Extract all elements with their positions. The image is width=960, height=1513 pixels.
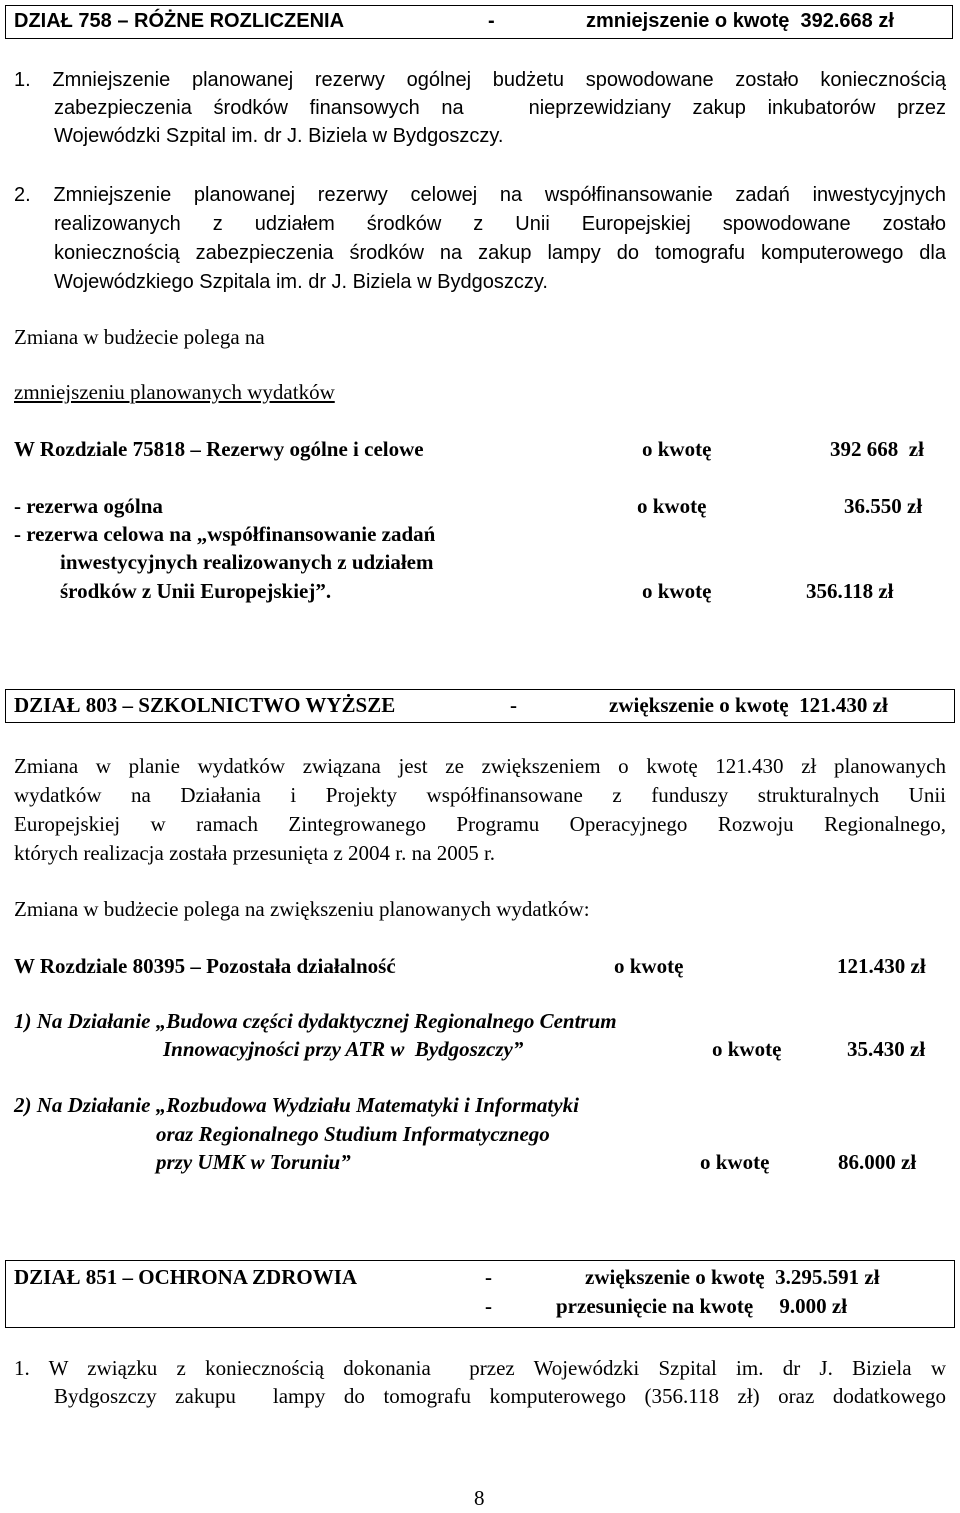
section-803-change-intro: Zmiana w budżecie polega na zwiększeniu planowanych wydatków:: [14, 897, 590, 921]
section-851-dash-1: -: [485, 1265, 492, 1289]
section-758-dash: -: [488, 10, 495, 32]
section-758-rozdzial-label: W Rozdziale 75818 – Rezerwy ogólne i celowe: [14, 437, 424, 461]
text-line: Bydgoszczy zakupu lampy do tomografu komputerowego (356.118 zł) oraz dodatkowego: [54, 1384, 946, 1408]
section-758-change-type: zmniejszeniu planowanych wydatków: [14, 380, 335, 404]
section-758-item-1-okwote: o kwotę: [637, 494, 707, 518]
section-803-action-2-amount: 86.000 zł: [838, 1150, 917, 1174]
section-803-action-2-line-3: przy UMK w Toruniu”: [156, 1150, 351, 1174]
section-758-item-2-line-1: - rezerwa celowa na „współfinansowanie zadań: [14, 522, 436, 546]
section-758-title: DZIAŁ 758 – RÓŻNE ROZLICZENIA: [14, 10, 345, 32]
section-758-item-1-amount: 36.550 zł: [844, 494, 923, 518]
text-line: wydatków na Działania i Projekty współfinansowane z funduszy strukturalnych Unii: [14, 783, 946, 807]
text-line: Wojewódzki Szpital im. dr J. Biziela w Bydgoszczy.: [54, 125, 504, 147]
text-line: realizowanych z udziałem środków z Unii Europejskiej spowodowane zostało: [54, 213, 946, 235]
section-758-paragraph-2: [14, 181, 946, 297]
text-line: Europejskiej w ramach Zintegrowanego Programu Operacyjnego Rozwoju Regionalnego,: [14, 812, 946, 836]
section-758-paragraph-1: [14, 66, 946, 150]
section-803-action-1-okwote: o kwotę: [712, 1037, 782, 1061]
section-803-action-2-line-1: 2) Na Działanie „Rozbudowa Wydziału Matematyki i Informatyki: [14, 1093, 579, 1117]
text-line: 2. Zmniejszenie planowanej rezerwy celowej na współfinansowanie zadań inwestycyjnych: [14, 184, 946, 206]
section-758-item-2-amount: 356.118 zł: [806, 579, 894, 603]
section-758-rozdzial-okwote: o kwotę: [642, 437, 712, 461]
section-803-rozdzial-okwote: o kwotę: [614, 954, 684, 978]
section-851-change-2: przesunięcie na kwotę 9.000 zł: [556, 1294, 848, 1318]
section-803-paragraph-1: [14, 752, 946, 868]
text-line: koniecznością zabezpieczenia środków na zakup lampy do tomografu komputerowego dla: [54, 242, 946, 264]
section-851-dash-2: -: [485, 1294, 492, 1318]
text-line: zabezpieczenia środków finansowych na nieprzewidziany zakup inkubatorów przez: [54, 97, 946, 119]
section-758-item-2-okwote: o kwotę: [642, 579, 712, 603]
page-number: 8: [474, 1486, 485, 1510]
text-line: 1. W związku z koniecznością dokonania przez Wojewódzki Szpital im. dr J. Biziela w: [14, 1356, 946, 1380]
section-803-action-1-amount: 35.430 zł: [847, 1037, 926, 1061]
section-758-item-2-line-2: inwestycyjnych realizowanych z udziałem: [60, 550, 434, 574]
section-803-action-1-line-1: 1) Na Działanie „Budowa części dydaktycznej Regionalnego Centrum: [14, 1009, 617, 1033]
section-758-item-2-line-3: środków z Unii Europejskiej”.: [60, 579, 332, 603]
text-line: których realizacja została przesunięta z 2004 r. na 2005 r.: [14, 841, 496, 865]
section-803-action-1-line-2: Innowacyjności przy ATR w Bydgoszczy”: [163, 1037, 524, 1061]
section-803-action-2-line-2: oraz Regionalnego Studium Informatycznego: [156, 1122, 550, 1146]
section-803-action-2-okwote: o kwotę: [700, 1150, 770, 1174]
section-758-change-intro: Zmiana w budżecie polega na: [14, 325, 265, 349]
section-758-rozdzial-amount: 392 668 zł: [830, 437, 924, 461]
text-line: Zmiana w planie wydatków związana jest ze zwiększeniem o kwotę 121.430 zł planowanych: [14, 754, 946, 778]
text-line: Wojewódzkiego Szpitala im. dr J. Biziela w Bydgoszczy.: [54, 271, 548, 293]
section-758-change: zmniejszenie o kwotę 392.668 zł: [586, 10, 894, 32]
section-803-dash: -: [510, 693, 517, 717]
section-851-paragraph-1: [14, 1354, 946, 1410]
section-758-item-1-label: - rezerwa ogólna: [14, 494, 163, 518]
section-803-change: zwiększenie o kwotę 121.430 zł: [609, 693, 888, 717]
section-851-title: DZIAŁ 851 – OCHRONA ZDROWIA: [14, 1265, 358, 1289]
section-803-rozdzial-label: W Rozdziale 80395 – Pozostała działalność: [14, 954, 396, 978]
text-line: 1. Zmniejszenie planowanej rezerwy ogólnej budżetu spowodowane zostało koniecznością: [14, 69, 946, 91]
section-851-change-1: zwiększenie o kwotę 3.295.591 zł: [585, 1265, 880, 1289]
section-803-rozdzial-amount: 121.430 zł: [837, 954, 926, 978]
section-803-title: DZIAŁ 803 – SZKOLNICTWO WYŻSZE: [14, 693, 396, 717]
